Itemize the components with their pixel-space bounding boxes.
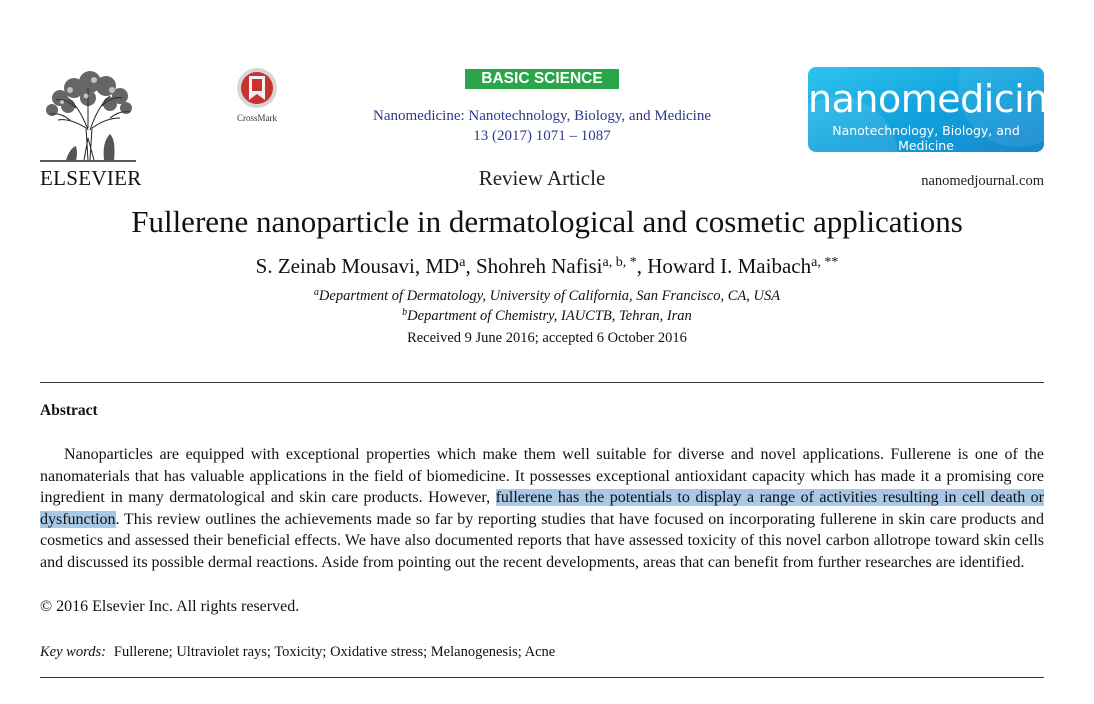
section-badge: BASIC SCIENCE: [465, 69, 619, 89]
journal-website-link[interactable]: nanomedjournal.com: [921, 173, 1044, 189]
affiliation-text: Department of Dermatology, University of California, San Francisco, CA, USA: [318, 288, 781, 304]
copyright-notice: © 2016 Elsevier Inc. All rights reserved.: [40, 598, 300, 615]
keywords: [40, 644, 555, 661]
crossmark-label: CrossMark: [237, 113, 277, 123]
abstract-text-before: Nanoparticles are equipped with exceptional properties which make them well suitable for diverse and novel applications. Fullerene is one of the nanomaterials that has valuable applications in the field of biomedicine. It possesses exceptional antioxidant capacity which has made it a promising core ingredient in many dermatological and skin care products. However,: [40, 446, 1044, 506]
journal-name[interactable]: Nanomedicine: Nanotechnology, Biology, and Medicine: [373, 108, 711, 124]
affiliation: [0, 288, 1094, 305]
crossmark-icon: [235, 66, 279, 110]
journal-issue[interactable]: 13 (2017) 1071 – 1087: [473, 128, 611, 144]
affiliation: [0, 308, 1094, 325]
abstract-heading: Abstract: [40, 402, 98, 419]
affiliation-text: Department of Chemistry, IAUCTB, Tehran, Iran: [407, 308, 692, 324]
keywords-list: Fullerene; Ultraviolet rays; Toxicity; Oxidative stress; Melanogenesis; Acne: [113, 644, 556, 660]
author-separator: ,: [465, 254, 476, 278]
abstract-text[interactable]: [40, 444, 1044, 573]
crossmark-badge[interactable]: [232, 66, 282, 126]
journal-logo-title: nanomedicine: [808, 77, 1071, 121]
divider: [40, 382, 1044, 383]
affiliation-marker: a: [313, 287, 319, 298]
author-affiliation-marker[interactable]: a, b, *: [602, 255, 637, 270]
author-affiliation-marker[interactable]: a, **: [811, 255, 839, 270]
author-name: S. Zeinab Mousavi, MD: [255, 254, 460, 278]
author-list: [0, 254, 1094, 279]
article-type: Review Article: [478, 166, 606, 190]
highlighted-text-selection[interactable]: fullerene has the potentials to display a range of activities resulting in cell death or dysfunction: [40, 489, 1045, 528]
tree-icon: [40, 68, 136, 164]
affiliation-marker: b: [402, 307, 408, 318]
keywords-label: Key words:: [40, 644, 106, 660]
author-affiliation-marker[interactable]: a: [459, 255, 466, 270]
received-dates: Received 9 June 2016; accepted 6 October 2016: [407, 330, 687, 346]
journal-logo-subtitle: Nanotechnology, Biology, and Medicine: [832, 123, 1020, 153]
author-name: Shohreh Nafisi: [475, 254, 603, 278]
elsevier-logo: [40, 68, 136, 164]
author-separator: ,: [636, 254, 648, 278]
abstract-text-after: . This review outlines the achievements made so far by reporting studies that have focused on incorporating fullerene in skin care products and cosmetics and assessed their beneficial effects. We have also documented reports that have assessed toxicity of this novel carbon allotrope toward skin cells and discussed its possible dermal reactions. Aside from pointing out the recent developments, areas that can benefit from further researches are identified.: [40, 510, 1044, 571]
author-name: Howard I. Maibach: [647, 254, 812, 278]
publisher-name: ELSEVIER: [40, 166, 142, 190]
journal-logo: [808, 67, 1071, 153]
article-title: Fullerene nanoparticle in dermatological and cosmetic applications: [131, 204, 963, 239]
divider: [40, 677, 1044, 678]
